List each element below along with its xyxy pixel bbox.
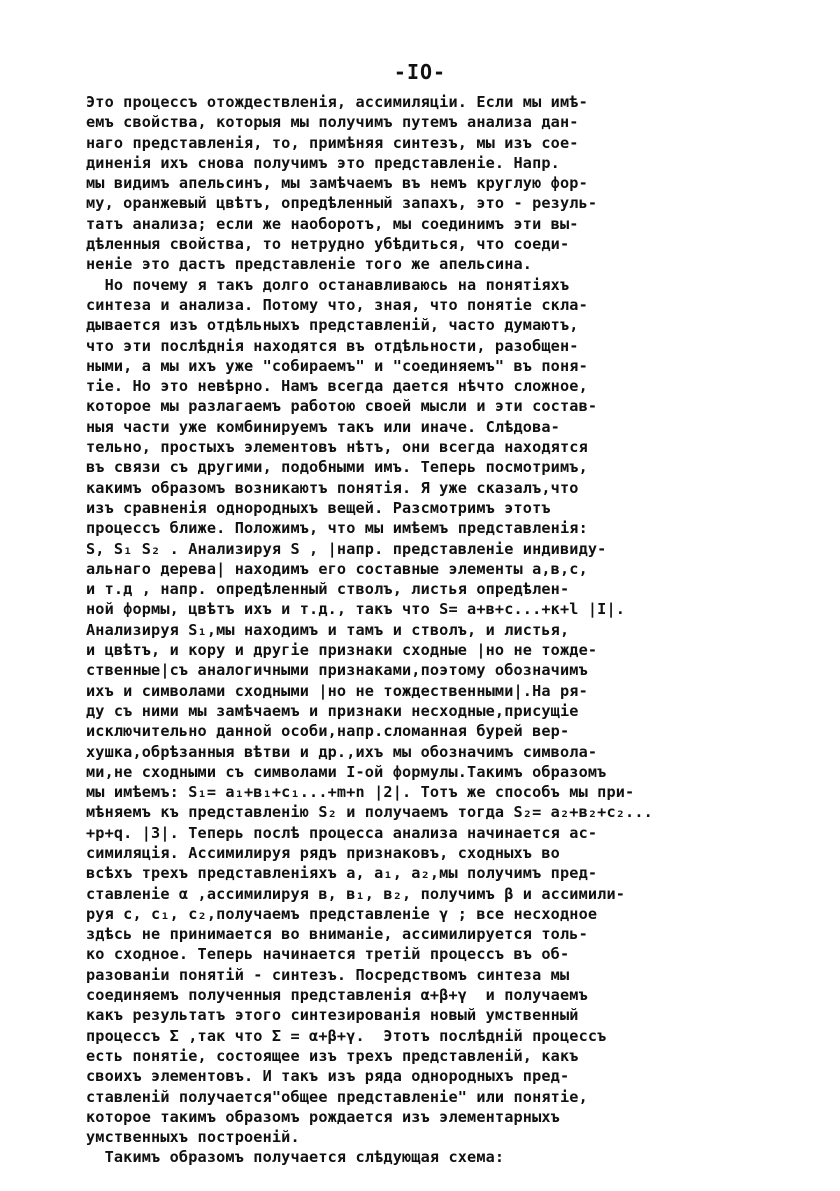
text-line: ной формы, цвѣтъ ихъ и т.д., такъ что S= а+в+с...+к+l |I|.	[86, 600, 626, 619]
text-line: какъ результатъ этого синтезированія новый умственный	[86, 1006, 579, 1025]
text-line: исключительно данной особи,напр.сломанная бурей вер-	[86, 722, 570, 741]
text-line: соединяемъ полученныя представленія α+β+γ и получаемъ	[86, 986, 588, 1005]
text-line: которое такимъ образомъ рождается изъ элементарныхъ	[86, 1107, 560, 1126]
text-line: Анализируя S₁,мы находимъ и тамъ и стволъ, и листья,	[86, 620, 570, 639]
text-line: всѣхъ трехъ представленіяхъ а, а₁, а₂,мы получимъ пред-	[86, 864, 598, 883]
text-line: здѣсь не принимается во вниманіе, ассимилируется толь-	[86, 925, 588, 944]
text-line: синтеза и анализа. Потому что, зная, что понятіе скла-	[86, 295, 588, 314]
text-line: ихъ и символами сходными |но не тождественными|.На ря-	[86, 681, 588, 700]
text-line: ными, а мы ихъ уже "собираемъ" и "соединяемъ" въ поня-	[86, 356, 588, 375]
text-line: Но почему я такъ долго останавливаюсь на понятіяхъ	[86, 275, 570, 294]
text-line: Такимъ образомъ получается слѣдующая схема:	[86, 1148, 505, 1167]
text-line: есть понятіе, состоящее изъ трехъ представленій, какъ	[86, 1046, 579, 1065]
text-line: мы имѣемъ: S₁= а₁+в₁+с₁...+m+n |2|. Тотъ же способъ мы при-	[86, 783, 635, 802]
text-line: альнаго дерева| находимъ его составные элементы а,в,с,	[86, 559, 588, 578]
text-line: хушка,обрѣзанныя вѣтви и др.,ихъ мы обозначимъ символа-	[86, 742, 598, 761]
text-line: симиляція. Ассимилируя рядъ признаковъ, сходныхъ во	[86, 843, 560, 862]
text-line: неніе это дастъ представленіе того же апельсина.	[86, 255, 533, 274]
text-line: и т.д , напр. опредѣленный стволъ, листья опредѣлен-	[86, 580, 570, 599]
text-line: ставленій получается"общее представленіе" или понятіе,	[86, 1087, 588, 1106]
text-line: дывается изъ отдѣльныхъ представленій, часто думаютъ,	[86, 316, 579, 335]
text-line: диненія ихъ снова получимъ это представленіе. Напр.	[86, 153, 560, 172]
text-line: ко сходное. Теперь начинается третій процессъ въ об-	[86, 945, 570, 964]
text-line: умственныхъ построеній.	[86, 1128, 300, 1147]
text-line: какимъ образомъ возникаютъ понятія. Я уже сказалъ,что	[86, 478, 579, 497]
text-line: процессъ ближе. Положимъ, что мы имѣемъ представленія:	[86, 519, 588, 538]
text-line: что эти послѣднія находятся въ отдѣльности, разобщен-	[86, 336, 579, 355]
text-line: въ связи съ другими, подобными имъ. Теперь посмотримъ,	[86, 458, 588, 477]
text-line: емъ свойства, которыя мы получимъ путемъ анализа дан-	[86, 113, 579, 132]
text-line: татъ анализа; если же наоборотъ, мы соединимъ эти вы-	[86, 214, 579, 233]
text-line: своихъ элементовъ. И такъ изъ ряда однородныхъ пред-	[86, 1067, 570, 1086]
text-line: тельно, простыхъ элементовъ нѣтъ, они всегда находятся	[86, 438, 588, 457]
text-line: ставленіе α ,ассимилируя в, в₁, в₂, получимъ β и ассимили-	[86, 884, 626, 903]
text-line: которое мы разлагаемъ работою своей мысли и эти состав-	[86, 397, 598, 416]
text-line: ственные|съ аналогичными признаками,поэтому обозначимъ	[86, 661, 588, 680]
text-line: му, оранжевый цвѣтъ, опредѣленный запахъ, это - резуль-	[86, 194, 598, 213]
text-line: процессъ Σ ,так что Σ = α+β+γ. Этотъ послѣдній процессъ	[86, 1026, 607, 1045]
text-line: ми,не сходными съ символами I-ой формулы.Такимъ образомъ	[86, 762, 607, 781]
text-line: и цвѣтъ, и кору и другіе признаки сходные |но не тожде-	[86, 641, 598, 660]
text-line: наго представленія, то, примѣняя синтезъ, мы изъ сое-	[86, 133, 579, 152]
text-line: дѣленныя свойства, то нетрудно убѣдиться, что соеди-	[86, 235, 570, 254]
text-line: ныя части уже комбинируемъ такъ или иначе. Слѣдова-	[86, 417, 560, 436]
text-line: изъ сравненія однородныхъ вещей. Разсмотримъ этотъ	[86, 498, 551, 517]
text-line: мы видимъ апельсинъ, мы замѣчаемъ въ немъ круглую фор-	[86, 174, 588, 193]
text-line: +p+q. |3|. Теперь послѣ процесса анализа начинается ас-	[86, 823, 598, 842]
page-number: -IO-	[393, 60, 447, 84]
text-line: ду съ ними мы замѣчаемъ и признаки несходные,присущіе	[86, 701, 579, 720]
text-line: S, S₁ S₂ . Анализируя S , |напр. представленіе индивиду-	[86, 539, 607, 558]
body-text	[86, 92, 776, 1168]
text-line: тіе. Но это невѣрно. Намъ всегда дается нѣчто сложное,	[86, 377, 588, 396]
text-line: Это процессъ отождествленія, ассимиляціи. Если мы имѣ-	[86, 93, 588, 111]
text-line: разованіи понятій - синтезъ. Посредствомъ синтеза мы	[86, 965, 570, 984]
text-line: руя с, с₁, с₂,получаемъ представленіе γ ; все несходное	[86, 904, 598, 923]
text-line: мѣняемъ къ представленію S₂ и получаемъ тогда S₂= а₂+в₂+с₂...	[86, 803, 653, 822]
